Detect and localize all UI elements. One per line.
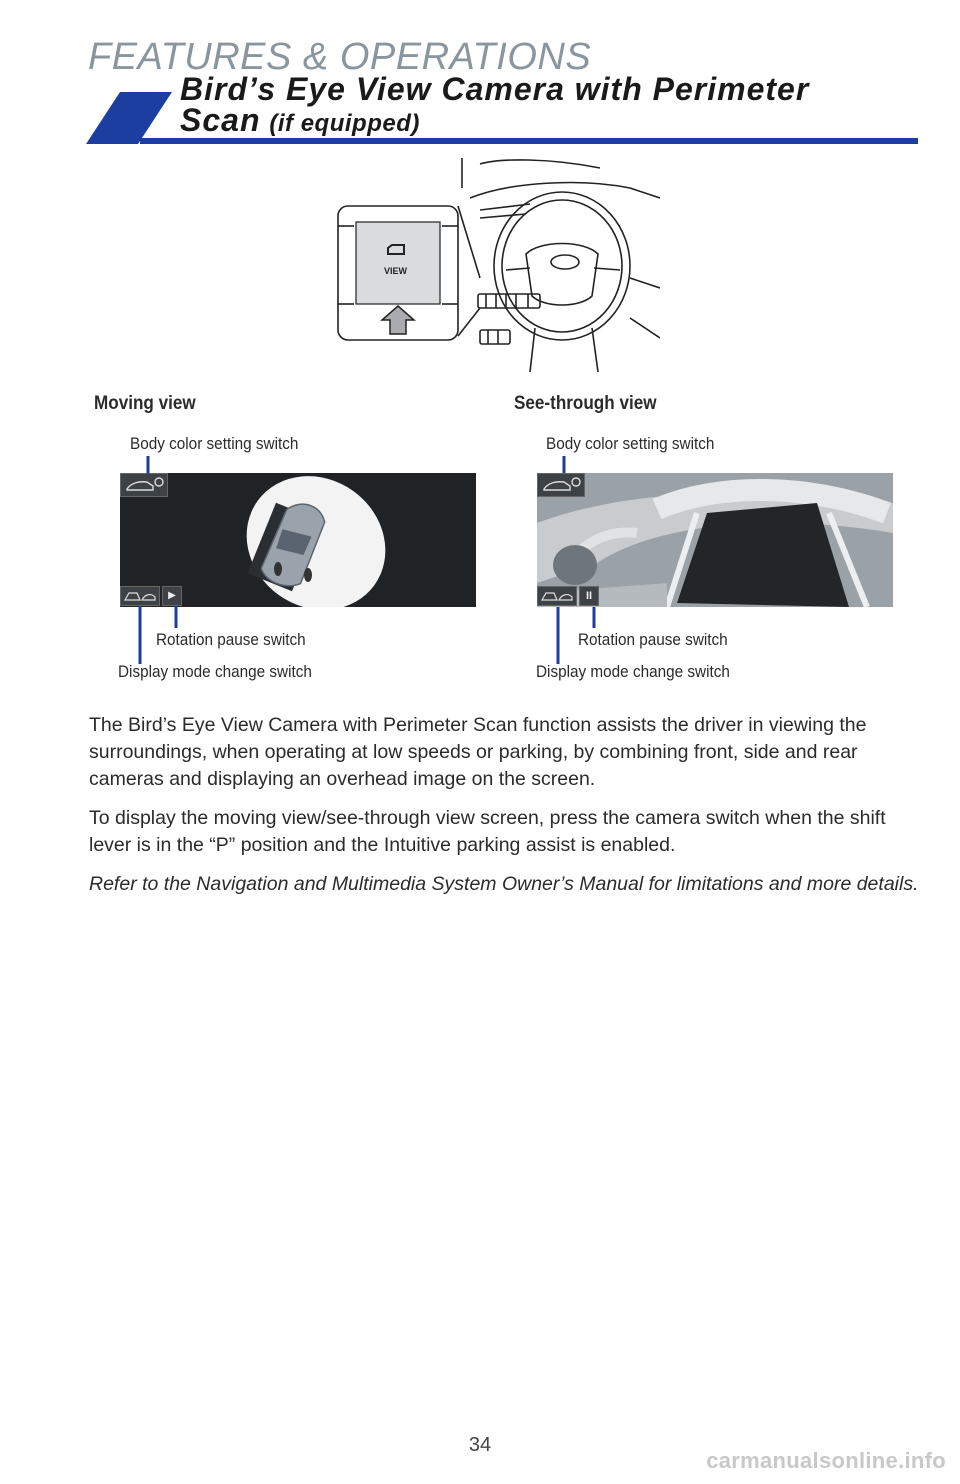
moving-body-color-label: Body color setting switch	[130, 434, 299, 453]
car-paint-icon	[538, 474, 584, 496]
see-through-rotation-pause-label: Rotation pause switch	[578, 630, 728, 649]
see-through-display-mode-label: Display mode change switch	[536, 662, 730, 681]
view-switch-label: VIEW	[384, 266, 408, 276]
see-through-body-color-label: Body color setting switch	[546, 434, 715, 453]
pause-icon: II	[585, 590, 593, 602]
see-through-display-mode-switch[interactable]	[537, 586, 577, 606]
play-icon: ▶	[168, 590, 176, 601]
body-text	[89, 712, 921, 910]
display-mode-icon	[538, 587, 576, 605]
instruction-paragraph: To display the moving view/see-through view screen, press the camera switch when the shift lever is in the “P” position and the Intuitive parking assist is enabled.	[89, 807, 886, 856]
see-through-rotation-pause-switch[interactable]	[579, 586, 599, 606]
moving-display-mode-label: Display mode change switch	[118, 662, 312, 681]
reference-note: Refer to the Navigation and Multimedia System Owner’s Manual for limitations and more details.	[89, 873, 919, 895]
heading-line-1: Bird’s Eye View Camera with Perimeter	[180, 71, 810, 107]
section-title: FEATURES & OPERATIONS	[88, 36, 592, 78]
see-through-body-color-switch[interactable]	[537, 473, 585, 497]
moving-rotation-pause-label: Rotation pause switch	[156, 630, 306, 649]
intro-paragraph: The Bird’s Eye View Camera with Perimeter Scan function assists the driver in viewing the surroundings, when operating at low speeds or parking, by combining front, side and rear cameras and displaying an overhead image on the screen.	[89, 714, 867, 790]
moving-view-label: Moving view	[94, 393, 196, 414]
page-number: 34	[468, 1434, 492, 1456]
heading-suffix: (if equipped)	[269, 110, 420, 137]
heading-line-2: Scan	[180, 102, 261, 138]
watermark: carmanualsonline.info	[706, 1448, 946, 1473]
see-through-view-label: See-through view	[514, 393, 657, 414]
